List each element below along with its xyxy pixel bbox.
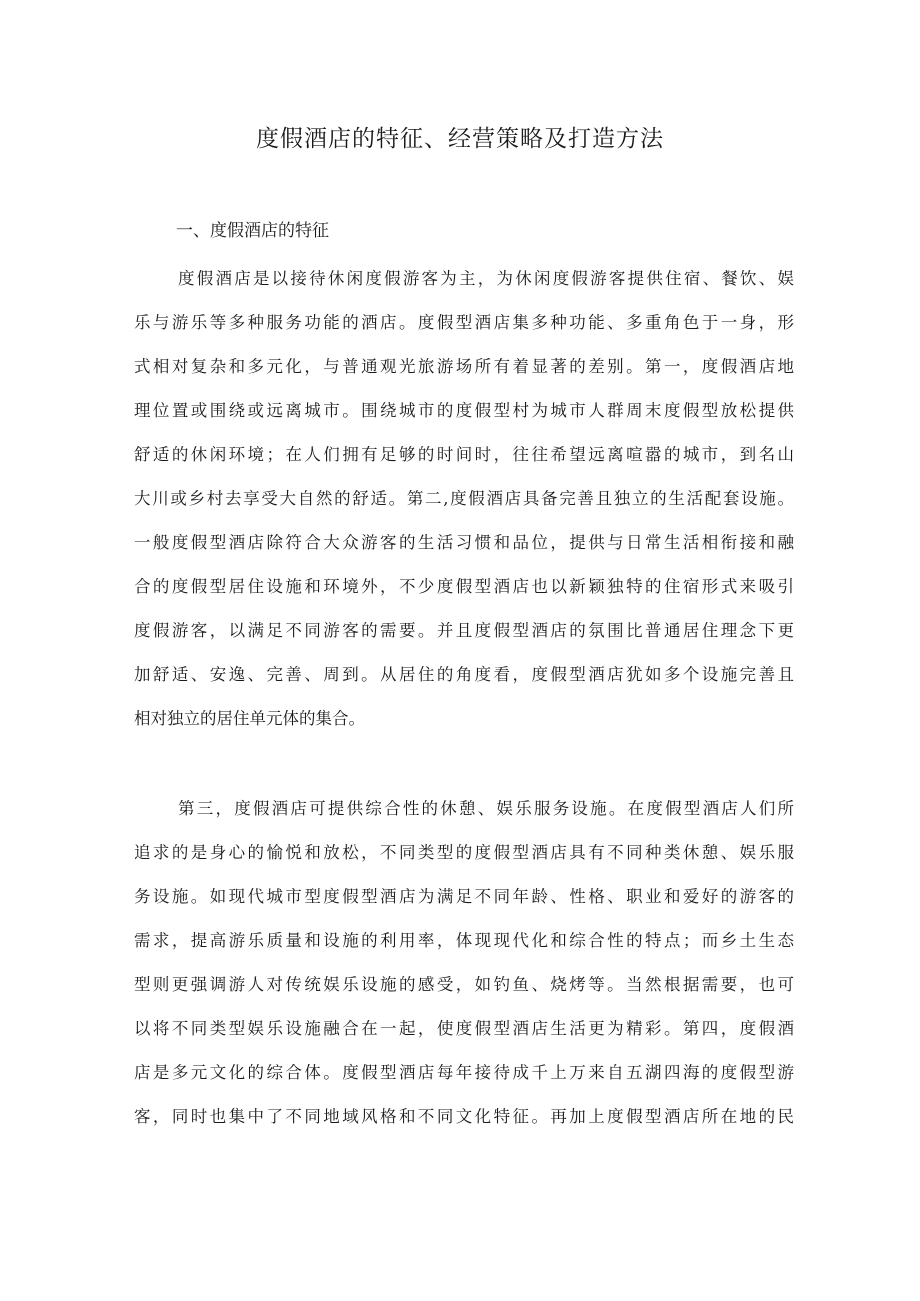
paragraph-line: 以将不同类型娱乐设施融合在一起，使度假型酒店生活更为精彩。第四，度假酒 bbox=[134, 1019, 794, 1038]
paragraph-line: 理位置或围绕或远离城市。围绕城市的度假型村为城市人群周末度假型放松提供 bbox=[134, 401, 794, 420]
paragraph-line: 大川或乡村去享受大自然的舒适。第二,度假酒店具备完善且独立的生活配套设施。 bbox=[134, 489, 794, 508]
paragraph-line: 务设施。如现代城市型度假型酒店为满足不同年龄、性格、职业和爱好的游客的 bbox=[134, 887, 794, 906]
paragraph-2 bbox=[134, 787, 794, 1139]
paragraph-line: 店是多元文化的综合体。度假型酒店每年接待成千上万来自五湖四海的度假型游 bbox=[134, 1063, 794, 1082]
paragraph-line: 加舒适、安逸、完善、周到。从居住的角度看，度假型酒店犹如多个设施完善且 bbox=[134, 665, 794, 684]
paragraph-line: 式相对复杂和多元化，与普通观光旅游场所有着显著的差别。第一，度假酒店地 bbox=[134, 357, 794, 376]
paragraph-1 bbox=[134, 257, 794, 741]
paragraph-line: 第三，度假酒店可提供综合性的休憩、娱乐服务设施。在度假型酒店人们所 bbox=[178, 799, 794, 818]
paragraph-line: 度假游客，以满足不同游客的需要。并且度假型酒店的氛围比普通居住理念下更 bbox=[134, 621, 794, 640]
paragraph-line: 相对独立的居住单元体的集合。 bbox=[134, 709, 365, 728]
paragraph-line: 度假酒店是以接待休闲度假游客为主，为休闲度假游客提供住宿、餐饮、娱 bbox=[178, 269, 794, 288]
paragraph-line: 舒适的休闲环境；在人们拥有足够的时间时，往往希望远离喧嚣的城市，到名山 bbox=[134, 445, 794, 464]
paragraph-line: 客，同时也集中了不同地域风格和不同文化特征。再加上度假型酒店所在地的民 bbox=[134, 1107, 794, 1126]
paragraph-line: 需求，提高游乐质量和设施的利用率，体现现代化和综合性的特点；而乡土生态 bbox=[134, 931, 794, 950]
paragraph-line: 型则更强调游人对传统娱乐设施的感受，如钓鱼、烧烤等。当然根据需要，也可 bbox=[134, 975, 794, 994]
section-heading: 一、度假酒店的特征 bbox=[176, 221, 329, 241]
paragraph-line: 一般度假型酒店除符合大众游客的生活习惯和品位，提供与日常生活相衔接和融 bbox=[134, 533, 794, 552]
paragraph-line: 追求的是身心的愉悦和放松，不同类型的度假型酒店具有不同种类休憩、娱乐服 bbox=[134, 843, 794, 862]
paragraph-line: 合的度假型居住设施和环境外，不少度假型酒店也以新颖独特的住宿形式来吸引 bbox=[134, 577, 794, 596]
paragraph-line: 乐与游乐等多种服务功能的酒店。度假型酒店集多种功能、多重角色于一身，形 bbox=[134, 313, 794, 332]
document-title: 度假酒店的特征、经营策略及打造方法 bbox=[256, 126, 664, 152]
